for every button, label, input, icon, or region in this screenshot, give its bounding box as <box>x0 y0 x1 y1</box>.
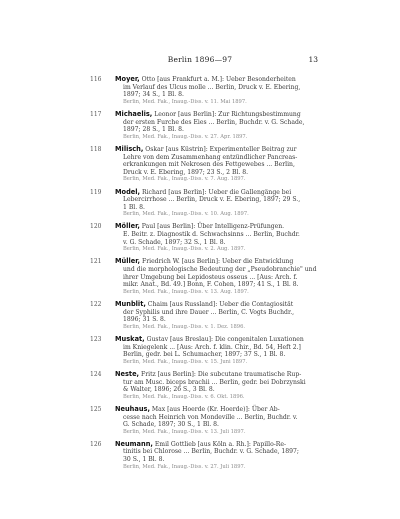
entry-text: Fritz [aus Berlin]: Die subcutane traumatische Rup- <box>139 370 302 378</box>
entry <box>0 371 320 401</box>
entry-surname: Müller, <box>115 257 141 266</box>
entry-line: & Walter, 1896; 26 S., 3 Bl. 8. <box>123 386 215 394</box>
entry <box>0 441 320 471</box>
entry-line: Lehre von dem Zusammenhang entzündlicher Pancreas- <box>123 153 298 161</box>
entry-line <box>115 301 320 309</box>
entry <box>0 258 320 296</box>
entry-meta: Berlin, Med. Fak., Inaug.-Diss. v. 13. Juli 1897. <box>123 428 246 435</box>
entry-number: 124 <box>90 370 102 378</box>
entry-meta: Berlin, Med. Fak., Inaug.-Diss. v. 15. Juni 1897. <box>123 358 248 365</box>
entry-line <box>115 223 320 231</box>
entry-line <box>115 111 320 119</box>
entry-text: Friedrich W. [aus Berlin]: Ueber die Entwicklung <box>140 258 294 266</box>
entry-line: v. G. Schade, 1897; 32 S., 1 Bl. 8. <box>123 238 226 246</box>
entry-meta: Berlin, Med. Fak., Inaug.-Diss. v. 27. Apr. 1897. <box>123 133 248 140</box>
entry-surname: Model, <box>115 187 141 196</box>
entry-line: Druck v. E. Ebering, 1897; 23 S., 2 Bl. 8. <box>123 168 249 176</box>
page-header <box>0 55 400 69</box>
entry-line: im Kniegelenk ... [Aus: Arch. f. klin. Chir., Bd. 54, Heft 2.] <box>123 343 301 351</box>
entry-meta: Berlin, Med. Fak., Inaug.-Diss. v. 27. Juli 1897. <box>123 463 246 470</box>
entry <box>0 301 320 331</box>
entry-line: E. Beitr. z. Diagnostik d. Schwachsinns ... Berlin, Buchdr. <box>123 231 300 239</box>
entry-line: der ersten Furche des Eies ... Berlin, Buchdr. v. G. Schade, <box>123 118 305 126</box>
entry-line: erkrankungen mit Nekrosen des Fettgewebes ... Berlin, <box>123 161 295 169</box>
entry-line <box>115 76 320 84</box>
entry-number: 120 <box>90 223 102 231</box>
entry-number: 118 <box>90 145 102 153</box>
entry-surname: Moyer, <box>115 75 140 83</box>
entry-number: 117 <box>90 110 102 118</box>
entry-line <box>115 258 320 266</box>
entry-line: tur am Musc. biceps brachii ... Berlin, gedr. bei Dobrzynski <box>123 378 306 386</box>
running-title: Berlin 1896—97 <box>167 55 233 64</box>
entry-number: 123 <box>90 335 102 343</box>
entry-number: 116 <box>90 76 102 83</box>
entry-meta: Berlin, Med. Fak., Inaug.-Diss. v. 11. Mai 1897. <box>123 98 247 105</box>
entry-surname: Neumann, <box>115 439 153 448</box>
entry-text: Oskar [aus Küstrin]: Experimenteller Beitrag zur <box>143 145 297 153</box>
entry-surname: Michaelis, <box>115 109 153 118</box>
entry-line: cesse nach Heinrich von Mondeville ... Berlin, Buchdr. v. <box>123 413 298 421</box>
entry-line: 1897; 28 S., 1 Bl. 8. <box>123 126 184 134</box>
entry-surname: Muskat, <box>115 334 145 343</box>
entry-line: 1 Bl. 8. <box>123 203 145 211</box>
entry-text: Emil Gottlieb [aus Köln a. Rh.]: Papillo-Re- <box>152 440 287 448</box>
entry-line <box>115 146 320 154</box>
entry-meta: Berlin, Med. Fak., Inaug.-Diss. v. 10. Aug. 1897. <box>123 211 249 218</box>
entry-line: tinitis bei Chlorose ... Berlin, Buchdr. v. G. Schade, 1897; <box>123 448 299 456</box>
entry-text: Otto [aus Frankfurt a. M.]: Ueber Besonderheiten <box>139 76 296 83</box>
entry <box>0 223 320 253</box>
entry-line: im Verlauf des Ulcus molle ... Berlin, Druck v. E. Ebering, <box>123 83 301 91</box>
page-number: 13 <box>308 55 318 64</box>
entry-line: mikr. Anat., Bd. 49.] Bonn, F. Cohen, 1897; 41 S., 1 Bl. 8. <box>123 281 299 289</box>
entry <box>0 189 320 219</box>
entry <box>0 406 320 436</box>
entry-line <box>115 189 320 197</box>
entry-surname: Neste, <box>115 369 140 378</box>
entry-surname: Neuhaus, <box>115 404 150 413</box>
entry-line: G. Schade, 1897; 30 S., 1 Bl. 8. <box>123 421 219 429</box>
entry-text: Leonor [aus Berlin]: Zur Richtungsbestimmung <box>152 110 301 118</box>
entry-surname: Munblit, <box>115 300 146 308</box>
entry-number: 126 <box>90 440 102 448</box>
entry-list <box>0 76 400 476</box>
entry-line <box>115 406 320 414</box>
entry-line <box>115 336 320 344</box>
entry-meta: Berlin, Med. Fak., Inaug.-Diss. v. 6. Okt. 1896. <box>123 393 245 400</box>
entry-line: Lebercirrhose ... Berlin, Druck v. E. Ebering, 1897; 29 S., <box>123 196 301 204</box>
entry-line <box>115 441 320 449</box>
entry-line: 30 S., 1 Bl. 8. <box>123 456 165 464</box>
entry-surname: Milisch, <box>115 144 144 153</box>
entry-meta: Berlin, Med. Fak., Inaug.-Diss. v. 2. Aug. 1897. <box>123 246 246 253</box>
entry <box>0 76 320 106</box>
entry-number: 121 <box>90 258 102 266</box>
entry-number: 119 <box>90 188 102 196</box>
entry-line: und die morphologische Bedeutung der „Pseudobranchie" und <box>123 266 317 274</box>
entry-text: Paul [aus Berlin]: Über Intelligenz-Prüfungen. <box>139 223 285 231</box>
entry-meta: Berlin, Med. Fak., Inaug.-Diss. v. 1. Dez. 1896. <box>123 323 246 330</box>
entry-text: Richard [aus Berlin]: Ueber die Gallengänge bei <box>140 188 292 196</box>
entry-line: der Syphilis und ihre Dauer ... Berlin, C. Vogts Buchdr., <box>123 308 295 316</box>
entry-line: 1896; 31 S. 8. <box>123 316 166 324</box>
entry-line: 1897; 34 S., 1 Bl. 8. <box>123 91 184 99</box>
entry-line <box>115 371 320 379</box>
entry <box>0 336 320 366</box>
entry-text: Chaim [aus Russland]: Ueber die Contagiosität <box>145 301 294 308</box>
entry-line: Berlin, gedr. bei L. Schumacher, 1897; 37 S., 1 Bl. 8. <box>123 351 286 359</box>
entry-number: 125 <box>90 405 102 413</box>
entry <box>0 146 320 184</box>
entry-text: Gustav [aus Breslau]: Die congenitalen Luxationen <box>144 335 304 343</box>
entry-surname: Möller, <box>115 222 140 231</box>
entry-number: 122 <box>90 301 102 308</box>
entry-meta: Berlin, Med. Fak., Inaug.-Diss. v. 7. Aug. 1897. <box>123 176 246 183</box>
entry <box>0 111 320 141</box>
entry-line: ihrer Umgebung bei Lepidosteus osseus ... [Aus: Arch. f. <box>123 273 298 281</box>
entry-meta: Berlin, Med. Fak., Inaug.-Diss. v. 13. Aug. 1897. <box>123 288 249 295</box>
entry-text: Max [aus Hoerde (Kr. Hoerde)]: Über Ab- <box>149 405 280 413</box>
